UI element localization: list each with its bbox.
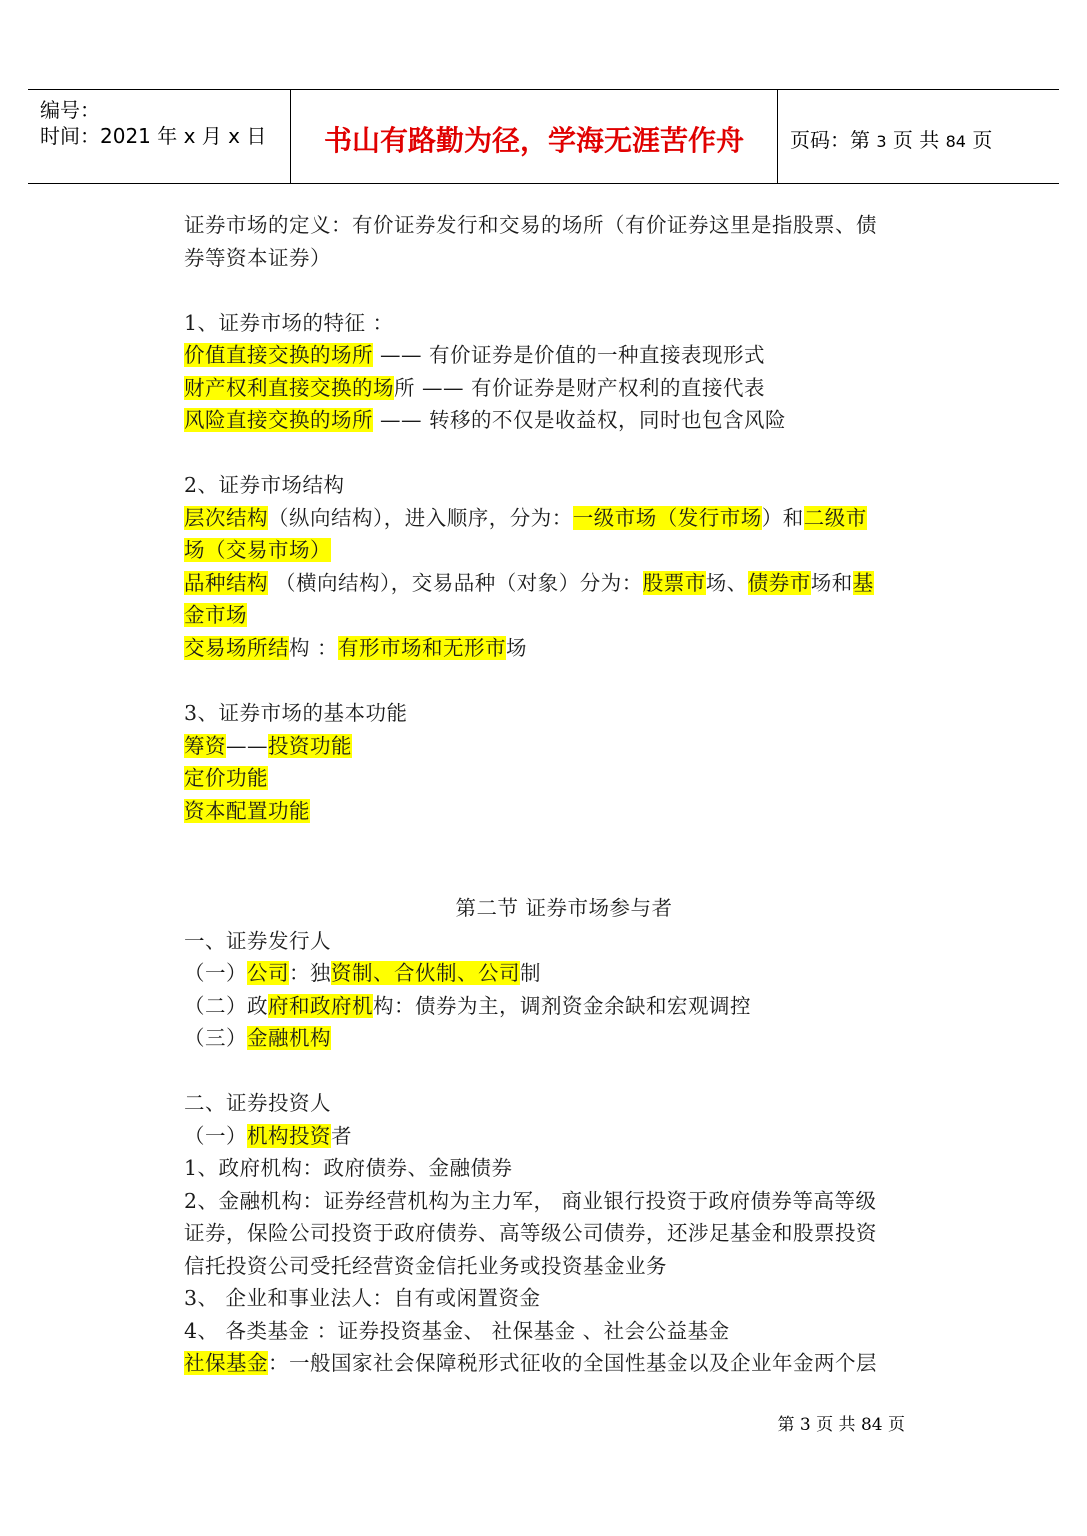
text: —— 转移的不仅是收益权，同时也包含风险 xyxy=(373,408,787,432)
feature-item-3 xyxy=(184,406,786,434)
highlight: 股票市 xyxy=(642,571,706,595)
highlight: 府和政府机 xyxy=(268,994,373,1018)
highlight: 有形市场和无形市 xyxy=(338,636,507,660)
highlight: 社保基金 xyxy=(184,1351,268,1375)
highlight: 债券市 xyxy=(747,571,811,595)
highlight: 投资功能 xyxy=(268,734,352,758)
page-current: 3 xyxy=(876,132,887,151)
section-1-title: 1、证券市场的特征 ： xyxy=(184,311,394,335)
section-3-title: 3、证券市场的基本功能 xyxy=(184,701,408,725)
section-2-title: 2、证券市场结构 xyxy=(184,473,345,497)
function-item-1 xyxy=(184,732,352,760)
page-footer: 第 3 页 共 84 页 xyxy=(777,1415,905,1435)
highlight: 场（交易市场） xyxy=(184,538,331,562)
header-page-number xyxy=(790,124,992,153)
section-heading: 第二节 证券市场参与者 xyxy=(455,896,673,920)
structure-item-2 xyxy=(184,569,874,597)
feature-item-2 xyxy=(184,374,765,402)
investor-line-3: 3、 企业和事业法人：自有或闲置资金 xyxy=(184,1286,541,1310)
text: 所 —— 有价证券是财产权利的直接代表 xyxy=(394,376,766,400)
structure-item-1-cont xyxy=(184,536,331,564)
definition-line-2: 券等资本证券） xyxy=(184,246,331,270)
text: 构 ： xyxy=(289,636,339,660)
definition-line-1: 证券市场的定义：有价证券发行和交易的场所（有价证券这里是指股票、债 xyxy=(184,213,877,237)
header-motto: 书山有路勤为径，学海无涯苦作舟 xyxy=(323,124,744,157)
text: ：独 xyxy=(289,961,331,985)
structure-item-2-cont xyxy=(184,601,247,629)
text: ）和 xyxy=(761,506,804,530)
highlight: 机构投资 xyxy=(247,1124,331,1148)
highlight: 金融机构 xyxy=(247,1026,331,1050)
investor-line-2b: 证券，保险公司投资于政府债券、高等级公司债券，还涉足基金和股票投资 xyxy=(184,1221,877,1245)
header-meta-cell xyxy=(28,90,291,183)
text: （横向结构），交易品种（对象）分为： xyxy=(268,571,643,595)
page-header xyxy=(28,89,1059,184)
text: 场 xyxy=(506,636,528,660)
serial-number-label: 编号： xyxy=(40,98,100,122)
issuer-item-2 xyxy=(184,992,751,1020)
text: 构：债券为主，调剂资金余缺和宏观调控 xyxy=(373,994,751,1018)
highlight: 风险直接交换的场所 xyxy=(184,408,373,432)
highlight: 一级市场（发行市场 xyxy=(572,506,762,530)
text: （一） xyxy=(184,1124,247,1148)
text: （一） xyxy=(184,961,247,985)
page-prefix: 页码：第 xyxy=(790,128,870,152)
participants-2-title: 二、证券投资人 xyxy=(184,1091,331,1115)
text: （三） xyxy=(184,1026,247,1050)
highlight: 品种结构 xyxy=(184,571,268,595)
date-label: 时间：2021 年 x 月 x 日 xyxy=(40,124,267,148)
investor-line-2a: 2、金融机构：证券经营机构为主力军， 商业银行投资于政府债券等高等级 xyxy=(184,1189,877,1213)
highlight: 金市场 xyxy=(184,603,247,627)
function-item-3 xyxy=(184,797,310,825)
header-motto-cell xyxy=(291,90,778,183)
highlight: 交易场所结 xyxy=(184,636,289,660)
text: ：一般国家社会保障税形式征收的全国性基金以及企业年金两个层 xyxy=(268,1351,877,1375)
highlight: 价值直接交换的场所 xyxy=(184,343,373,367)
highlight: 资制、合伙制、公司 xyxy=(331,961,520,985)
page-total: 84 xyxy=(945,132,966,151)
investor-line-5 xyxy=(184,1349,877,1377)
structure-item-1 xyxy=(184,504,867,532)
text: 场、 xyxy=(705,571,748,595)
text: （二）政 xyxy=(184,994,268,1018)
investor-line-1: 1、政府机构：政府债券、金融债券 xyxy=(184,1156,513,1180)
text: —— 有价证券是价值的一种直接表现形式 xyxy=(373,343,766,367)
highlight: 二级市 xyxy=(803,506,867,530)
text: 场和 xyxy=(810,571,853,595)
text: （纵向结构），进入顺序，分为： xyxy=(268,506,573,530)
highlight: 层次结构 xyxy=(184,506,268,530)
text: —— xyxy=(226,734,268,758)
page-suffix: 页 xyxy=(972,128,993,152)
highlight: 筹资 xyxy=(184,734,226,758)
header-page-cell xyxy=(778,90,1059,183)
feature-item-1 xyxy=(184,341,765,369)
participants-1-title: 一、证券发行人 xyxy=(184,929,331,953)
page-middle: 页 共 xyxy=(892,128,940,152)
highlight: 公司 xyxy=(247,961,289,985)
text: 制 xyxy=(520,961,541,985)
function-item-2 xyxy=(184,764,268,792)
investor-line-2c: 信托投资公司受托经营资金信托业务或投资基金业务 xyxy=(184,1254,667,1278)
highlight: 基 xyxy=(852,571,874,595)
highlight: 定价功能 xyxy=(184,766,268,790)
highlight: 财产权利直接交换的场 xyxy=(184,376,394,400)
investor-line-4: 4、 各类基金 ：证券投资基金、 社保基金 、社会公益基金 xyxy=(184,1319,730,1343)
structure-item-3 xyxy=(184,634,527,662)
issuer-item-1 xyxy=(184,959,541,987)
text: 者 xyxy=(331,1124,352,1148)
issuer-item-3 xyxy=(184,1024,331,1052)
highlight: 资本配置功能 xyxy=(184,799,310,823)
investor-item-1 xyxy=(184,1122,352,1150)
